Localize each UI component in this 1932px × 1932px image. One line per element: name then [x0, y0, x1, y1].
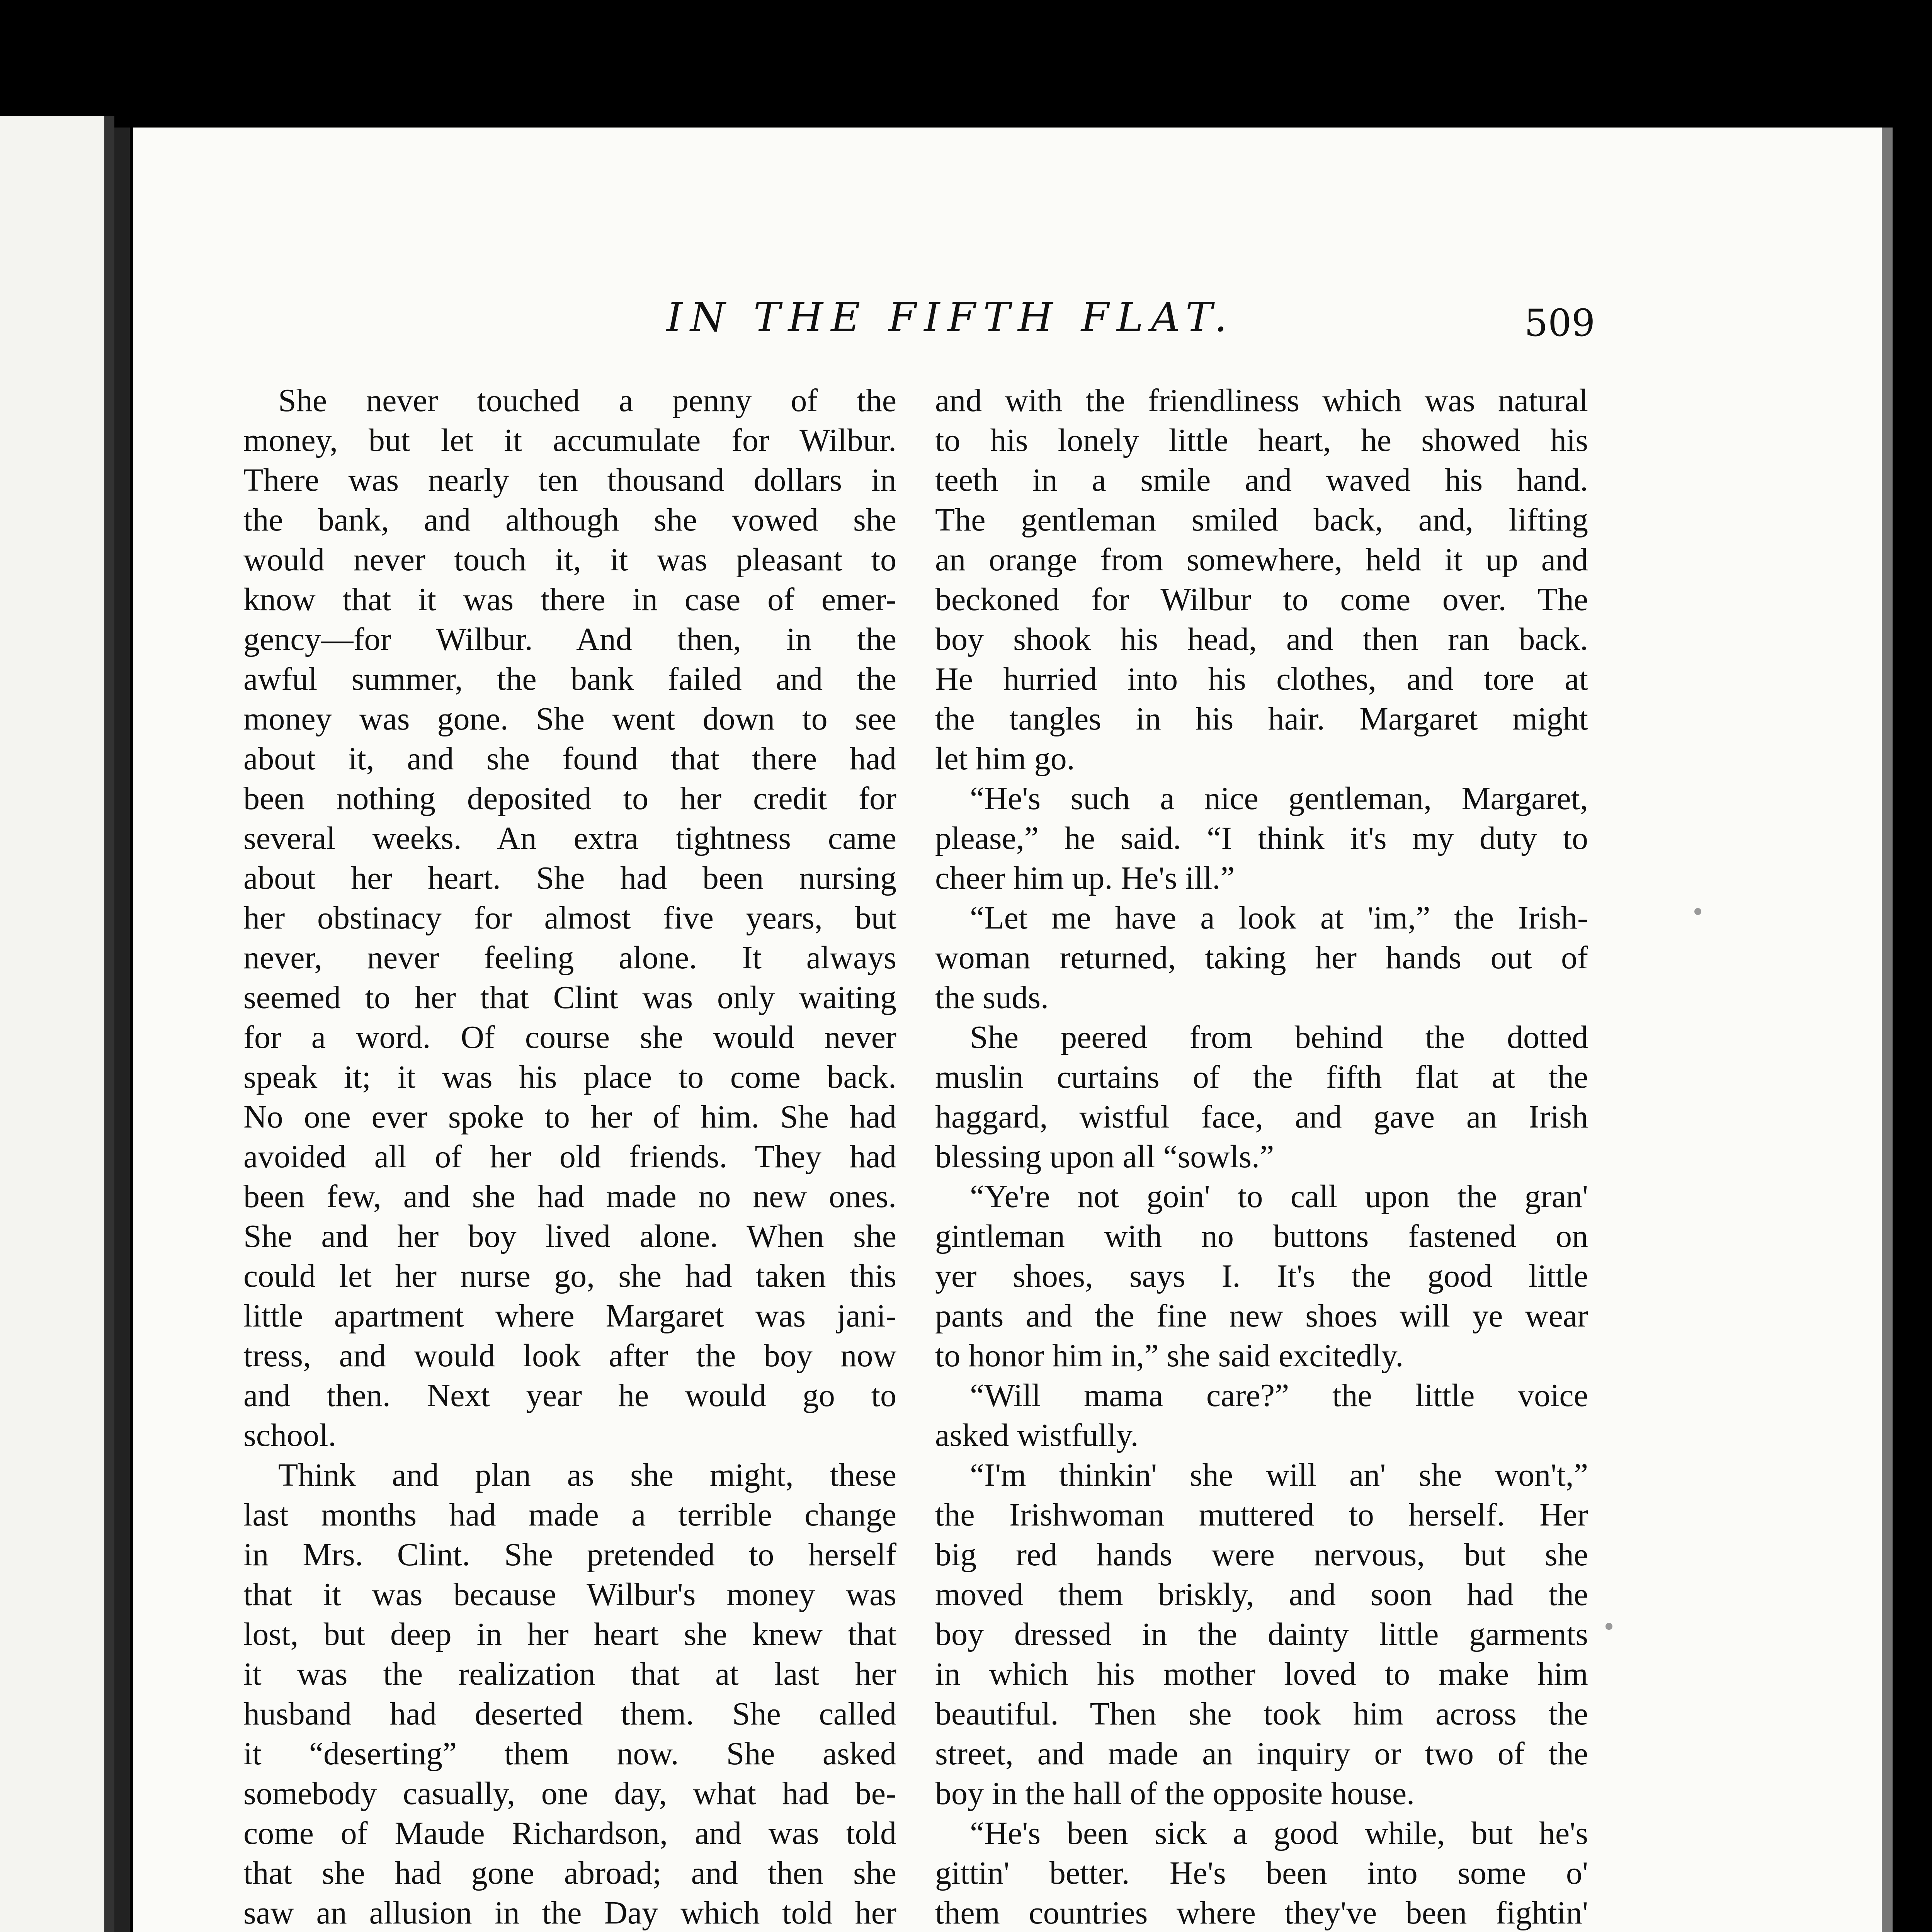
text-line: moved them briskly, and soon had the	[935, 1577, 1588, 1612]
text-line: about it, and she found that there had	[243, 741, 896, 777]
text-line: last months had made a terrible change	[243, 1497, 896, 1533]
text-line: The gentleman smiled back, and, lifting	[935, 502, 1588, 538]
text-line: never, never feeling alone. It always	[243, 940, 896, 976]
text-line: avoided all of her old friends. They had	[243, 1139, 896, 1175]
right-text-column	[935, 381, 1588, 1932]
text-line: gintleman with no buttons fastened on	[935, 1218, 1588, 1254]
paper-speck	[1694, 908, 1701, 915]
text-line: beckoned for Wilbur to come over. The	[935, 582, 1588, 617]
text-line: awful summer, the bank failed and the	[243, 661, 896, 697]
facing-page-edge	[0, 116, 114, 1932]
text-line: about her heart. She had been nursing	[243, 860, 896, 896]
text-line: please,” he said. “I think it's my duty to	[935, 820, 1588, 856]
text-line: “He's such a nice gentleman, Margaret,	[970, 781, 1588, 816]
text-line: She never touched a penny of the	[278, 383, 896, 418]
text-line: the Irishwoman muttered to herself. Her	[935, 1497, 1588, 1533]
text-line: seemed to her that Clint was only waiting	[243, 980, 896, 1015]
running-head	[133, 294, 1882, 355]
text-line: pants and the fine new shoes will ye wear	[935, 1298, 1588, 1334]
text-line: street, and made an inquiry or two of the	[935, 1736, 1588, 1772]
text-line: muslin curtains of the fifth flat at the	[935, 1059, 1588, 1095]
text-line: it “deserting” them now. She asked	[243, 1736, 896, 1772]
text-line: “I'm thinkin' she will an' she won't,”	[970, 1457, 1588, 1493]
text-line: been nothing deposited to her credit for	[243, 781, 896, 816]
text-line: to his lonely little heart, he showed his	[935, 422, 1588, 458]
text-line: There was nearly ten thousand dollars in	[243, 462, 896, 498]
text-line: “He's been sick a good while, but he's	[970, 1815, 1588, 1851]
text-line: could let her nurse go, she had taken this	[243, 1258, 896, 1294]
text-line: yer shoes, says I. It's the good little	[935, 1258, 1588, 1294]
text-line: several weeks. An extra tightness came	[243, 820, 896, 856]
text-line: teeth in a smile and waved his hand.	[935, 462, 1588, 498]
text-line: the suds.	[935, 980, 1049, 1015]
text-line: her obstinacy for almost five years, but	[243, 900, 896, 936]
text-line: let him go.	[935, 741, 1075, 777]
text-line: and then. Next year he would go to	[243, 1378, 896, 1413]
text-line: somebody casually, one day, what had be-	[243, 1776, 896, 1811]
text-line: She and her boy lived alone. When she	[243, 1218, 896, 1254]
text-line: the bank, and although she vowed she	[243, 502, 896, 538]
text-line: know that it was there in case of emer-	[243, 582, 896, 617]
text-line: little apartment where Margaret was jani-	[243, 1298, 896, 1334]
text-line: He hurried into his clothes, and tore at	[935, 661, 1588, 697]
text-line: an orange from somewhere, held it up and	[935, 542, 1588, 578]
text-line: “Let me have a look at 'im,” the Irish-	[970, 900, 1588, 936]
book-gutter	[114, 128, 130, 1932]
paper-speck	[1605, 1623, 1612, 1630]
book-page	[133, 128, 1893, 1932]
text-line: to honor him in,” she said excitedly.	[935, 1338, 1404, 1374]
text-line: them countries where they've been fightin'	[935, 1895, 1588, 1931]
text-line: gittin' better. He's been into some o'	[935, 1855, 1588, 1891]
text-line: asked wistfully.	[935, 1417, 1139, 1453]
text-line: it was the realization that at last her	[243, 1656, 896, 1692]
text-line: cheer him up. He's ill.”	[935, 860, 1235, 896]
text-line: money was gone. She went down to see	[243, 701, 896, 737]
page-number: 509	[1524, 301, 1595, 345]
left-text-column	[243, 381, 896, 1932]
text-line: beautiful. Then she took him across the	[935, 1696, 1588, 1732]
text-line: tress, and would look after the boy now	[243, 1338, 896, 1374]
text-line: school.	[243, 1417, 337, 1453]
text-line: come of Maude Richardson, and was told	[243, 1815, 896, 1851]
text-line: “Will mama care?” the little voice	[970, 1378, 1588, 1413]
text-line: gency—for Wilbur. And then, in the	[243, 621, 896, 657]
text-line: boy shook his head, and then ran back.	[935, 621, 1588, 657]
text-line: saw an allusion in the Day which told her	[243, 1895, 896, 1931]
page-title: IN THE FIFTH FLAT.	[667, 294, 1235, 341]
text-line: that it was because Wilbur's money was	[243, 1577, 896, 1612]
text-line: No one ever spoke to her of him. She had	[243, 1099, 896, 1135]
text-line: big red hands were nervous, but she	[935, 1537, 1588, 1573]
text-line: in Mrs. Clint. She pretended to herself	[243, 1537, 896, 1573]
text-line: woman returned, taking her hands out of	[935, 940, 1588, 976]
text-line: the tangles in his hair. Margaret might	[935, 701, 1588, 737]
text-line: lost, but deep in her heart she knew that	[243, 1616, 896, 1652]
text-line: in which his mother loved to make him	[935, 1656, 1588, 1692]
text-line: and with the friendliness which was natural	[935, 383, 1588, 418]
text-line: would never touch it, it was pleasant to	[243, 542, 896, 578]
text-line: Think and plan as she might, these	[278, 1457, 896, 1493]
text-line: boy dressed in the dainty little garments	[935, 1616, 1588, 1652]
text-line: money, but let it accumulate for Wilbur.	[243, 422, 896, 458]
text-line: haggard, wistful face, and gave an Irish	[935, 1099, 1588, 1135]
text-line: been few, and she had made no new ones.	[243, 1179, 896, 1214]
text-line: “Ye're not goin' to call upon the gran'	[970, 1179, 1588, 1214]
text-line: speak it; it was his place to come back.	[243, 1059, 896, 1095]
text-line: for a word. Of course she would never	[243, 1019, 896, 1055]
text-line: blessing upon all “sowls.”	[935, 1139, 1274, 1175]
text-line: boy in the hall of the opposite house.	[935, 1776, 1415, 1811]
text-line: that she had gone abroad; and then she	[243, 1855, 896, 1891]
text-line: She peered from behind the dotted	[970, 1019, 1588, 1055]
text-line: husband had deserted them. She called	[243, 1696, 896, 1732]
